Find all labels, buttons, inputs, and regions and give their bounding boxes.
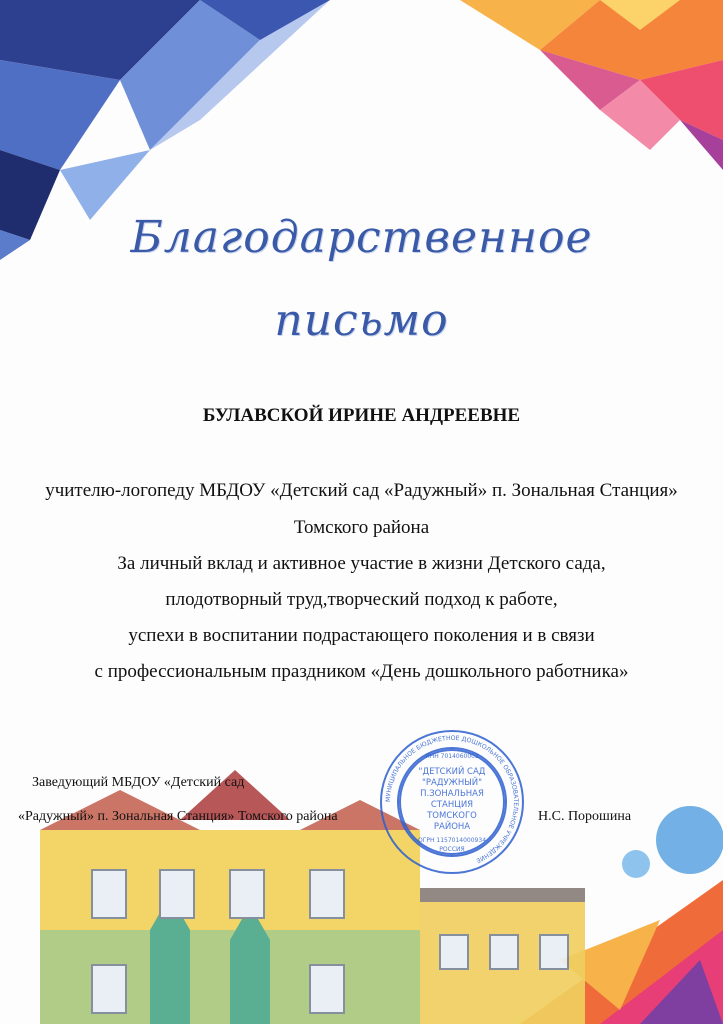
stamp-center-line-3: П.ЗОНАЛЬНАЯ	[420, 789, 484, 799]
stamp-center-line-4: СТАНЦИЯ	[430, 800, 474, 810]
body-line-2: Томского района	[293, 517, 430, 538]
title-line-1: Благодарственное	[130, 212, 593, 263]
stamp-country: РОССИЯ	[439, 846, 465, 853]
signature-position-line-2: «Радужный» п. Зональная Станция» Томского района	[18, 809, 338, 824]
official-stamp	[378, 728, 526, 876]
title-line-2: письмо	[274, 295, 449, 346]
stamp-inn: ИНН 7014060002	[425, 753, 479, 760]
signature-position-line-1: Заведующий МБДОУ «Детский сад	[32, 775, 245, 790]
stamp-ogrn: ОГРН 1157014000934	[417, 837, 487, 844]
recipient-name: БУЛАВСКОЙ ИРИНЕ АНДРЕЕВНЕ	[202, 405, 521, 426]
stamp-center-line-2: "РАДУЖНЫЙ"	[422, 778, 482, 788]
signature-name: Н.С. Порошина	[538, 809, 632, 824]
body-line-4: плодотворный труд,творческий подход к работе,	[165, 589, 558, 610]
body-line-6: с профессиональным праздником «День дошкольного работника»	[94, 661, 629, 682]
body-line-3: За личный вклад и активное участие в жизни Детского сада,	[117, 553, 606, 574]
stamp-center-line-6: РАЙОНА	[433, 822, 471, 832]
stamp-outer-text: МУНИЦИПАЛЬНОЕ БЮДЖЕТНОЕ ДОШКОЛЬНОЕ ОБРАЗОВАТЕЛЬНОЕ УЧРЕЖДЕНИЕ	[384, 734, 520, 864]
body-line-5: успехи в воспитании подрастающего поколения и в связи	[128, 625, 595, 646]
body-line-1: учителю-логопеду МБДОУ «Детский сад «Радужный» п. Зональная Станция»	[45, 480, 678, 501]
stamp-center-line-1: "ДЕТСКИЙ САД	[418, 767, 486, 777]
stamp-center-line-5: ТОМСКОГО	[427, 811, 477, 821]
